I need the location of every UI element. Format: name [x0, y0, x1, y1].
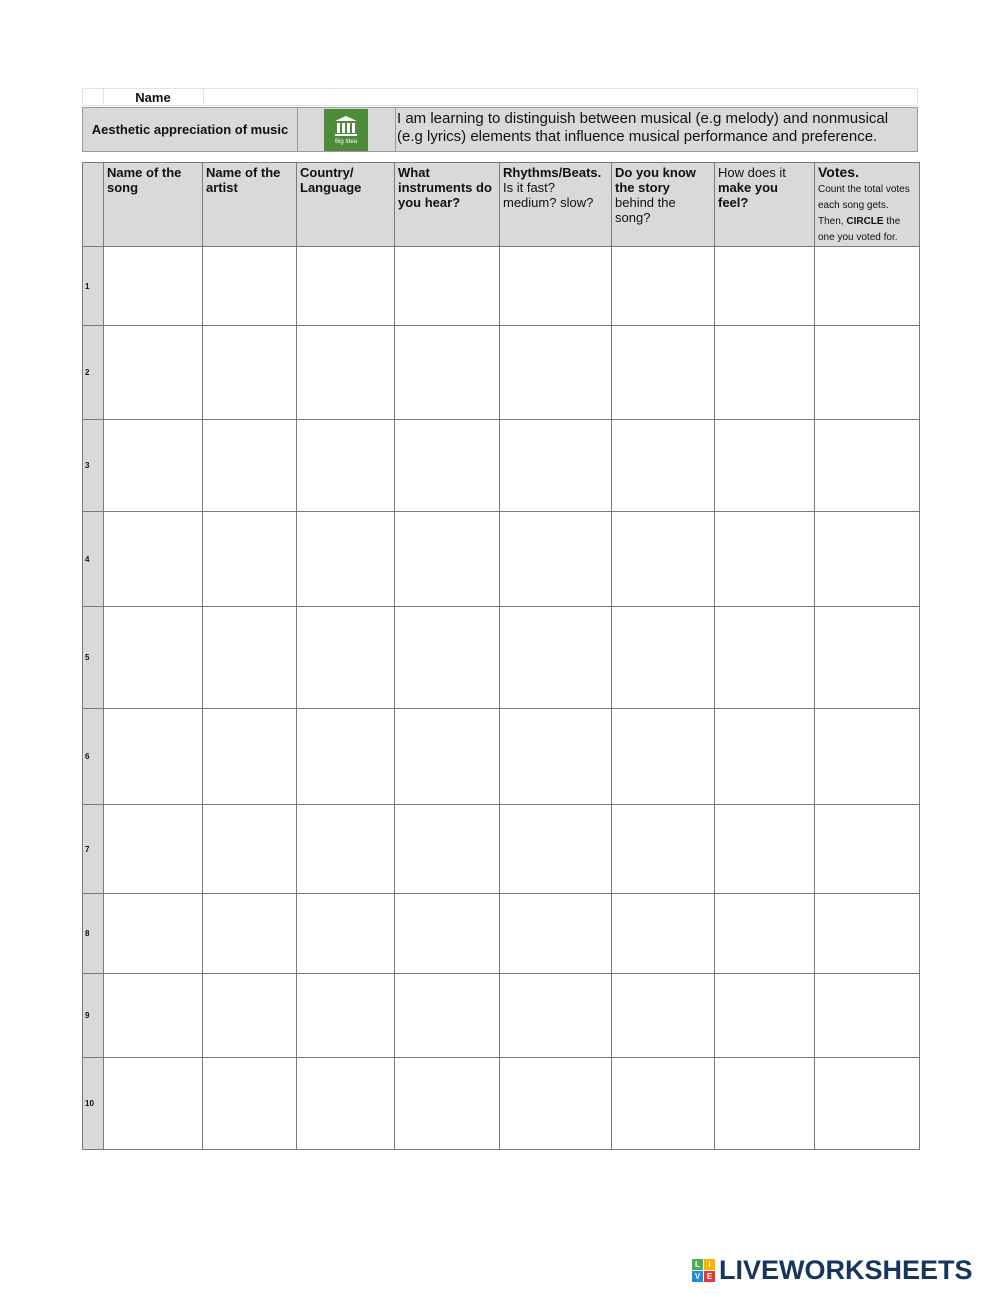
- table-row: [83, 420, 920, 512]
- row-number: 2: [83, 326, 104, 420]
- row-number: 4: [83, 512, 104, 607]
- brand-wordmark: LIVEWORKSHEETS: [719, 1254, 973, 1285]
- answer-cell[interactable]: [612, 805, 715, 894]
- answer-cell[interactable]: [104, 420, 203, 512]
- answer-cell[interactable]: [203, 247, 297, 326]
- logo-mark-icon: L I V E: [692, 1259, 715, 1282]
- header-corner: [83, 163, 104, 247]
- pillar-building-icon: [334, 115, 358, 137]
- answer-cell[interactable]: [203, 709, 297, 805]
- answer-cell[interactable]: [203, 805, 297, 894]
- answer-cell[interactable]: [715, 326, 815, 420]
- answer-cell[interactable]: [203, 974, 297, 1058]
- name-row: [82, 88, 918, 106]
- col-feel: How does it make you feel?: [715, 163, 815, 247]
- answer-cell[interactable]: [104, 805, 203, 894]
- answer-cell[interactable]: [715, 805, 815, 894]
- row-number: 1: [83, 247, 104, 326]
- big-idea-badge: [324, 109, 368, 151]
- liveworksheets-logo: [692, 1255, 992, 1285]
- answer-cell[interactable]: [500, 512, 612, 607]
- col-votes: Votes. Count the total votes each song gets. Then, CIRCLE the one you voted for.: [815, 163, 920, 247]
- answer-cell[interactable]: [297, 805, 395, 894]
- answer-cell[interactable]: [395, 894, 500, 974]
- answer-cell[interactable]: [500, 607, 612, 709]
- answer-cell[interactable]: [297, 326, 395, 420]
- col-artist-name: Name of the artist: [203, 163, 297, 247]
- badge-label: Big Idea: [334, 138, 358, 145]
- answer-cell[interactable]: [395, 607, 500, 709]
- answer-cell[interactable]: [815, 974, 920, 1058]
- answer-cell[interactable]: [395, 974, 500, 1058]
- answer-cell[interactable]: [395, 805, 500, 894]
- answer-cell[interactable]: [715, 974, 815, 1058]
- answer-cell[interactable]: [104, 247, 203, 326]
- answer-cell[interactable]: [715, 247, 815, 326]
- answer-cell[interactable]: [500, 974, 612, 1058]
- song-table: [82, 162, 920, 1150]
- answer-cell[interactable]: [715, 709, 815, 805]
- answer-cell[interactable]: [815, 607, 920, 709]
- answer-cell[interactable]: [612, 326, 715, 420]
- answer-cell[interactable]: [104, 326, 203, 420]
- row-number: 3: [83, 420, 104, 512]
- answer-cell[interactable]: [203, 420, 297, 512]
- table-row: [83, 247, 920, 326]
- answer-cell[interactable]: [815, 1058, 920, 1150]
- row-number: 5: [83, 607, 104, 709]
- answer-cell[interactable]: [612, 420, 715, 512]
- answer-cell[interactable]: [104, 894, 203, 974]
- answer-cell[interactable]: [395, 512, 500, 607]
- table-row: [83, 512, 920, 607]
- answer-cell[interactable]: [715, 1058, 815, 1150]
- answer-cell[interactable]: [500, 247, 612, 326]
- answer-cell[interactable]: [612, 894, 715, 974]
- answer-cell[interactable]: [297, 894, 395, 974]
- table-row: [83, 709, 920, 805]
- table-row: [83, 805, 920, 894]
- answer-cell[interactable]: [612, 607, 715, 709]
- answer-cell[interactable]: [104, 709, 203, 805]
- answer-cell[interactable]: [395, 326, 500, 420]
- answer-cell[interactable]: [612, 247, 715, 326]
- answer-cell[interactable]: [104, 1058, 203, 1150]
- answer-cell[interactable]: [500, 1058, 612, 1150]
- answer-cell[interactable]: [612, 974, 715, 1058]
- answer-cell[interactable]: [395, 709, 500, 805]
- answer-cell[interactable]: [815, 709, 920, 805]
- answer-cell[interactable]: [297, 1058, 395, 1150]
- table-row: [83, 894, 920, 974]
- answer-cell[interactable]: [104, 512, 203, 607]
- answer-cell[interactable]: [500, 326, 612, 420]
- answer-cell[interactable]: [203, 607, 297, 709]
- answer-cell[interactable]: [500, 420, 612, 512]
- answer-cell[interactable]: [297, 709, 395, 805]
- table-row: [83, 326, 920, 420]
- answer-cell[interactable]: [715, 894, 815, 974]
- answer-cell[interactable]: [715, 420, 815, 512]
- answer-cell[interactable]: [500, 805, 612, 894]
- answer-cell[interactable]: [297, 974, 395, 1058]
- answer-cell[interactable]: [500, 709, 612, 805]
- big-idea-cell: [297, 108, 396, 151]
- learning-goal: I am learning to distinguish between musical (e.g melody) and nonmusical (e.g lyrics) elements that influence musical performance and preference.: [397, 110, 889, 145]
- row-number: 7: [83, 805, 104, 894]
- answer-cell[interactable]: [297, 247, 395, 326]
- answer-cell[interactable]: [612, 512, 715, 607]
- table-row: [83, 974, 920, 1058]
- answer-cell[interactable]: [203, 894, 297, 974]
- answer-cell[interactable]: [500, 894, 612, 974]
- col-country-language: Country/ Language: [297, 163, 395, 247]
- answer-cell[interactable]: [395, 247, 500, 326]
- answer-cell[interactable]: [395, 1058, 500, 1150]
- table-row: [83, 607, 920, 709]
- col-rhythms: Rhythms/Beats. Is it fast? medium? slow?: [500, 163, 612, 247]
- answer-cell[interactable]: [297, 512, 395, 607]
- answer-cell[interactable]: [203, 512, 297, 607]
- col-story: Do you know the story behind the song?: [612, 163, 715, 247]
- name-label: Name: [103, 89, 204, 105]
- row-number: 6: [83, 709, 104, 805]
- answer-cell[interactable]: [815, 326, 920, 420]
- answer-cell[interactable]: [815, 512, 920, 607]
- answer-cell[interactable]: [203, 326, 297, 420]
- row-number: 10: [83, 1058, 104, 1150]
- answer-cell[interactable]: [715, 512, 815, 607]
- row-number: 9: [83, 974, 104, 1058]
- answer-cell[interactable]: [815, 805, 920, 894]
- col-instruments: What instruments do you hear?: [395, 163, 500, 247]
- answer-cell[interactable]: [815, 420, 920, 512]
- table-row: [83, 1058, 920, 1150]
- answer-cell[interactable]: [395, 420, 500, 512]
- topic-title: Aesthetic appreciation of music: [83, 108, 298, 151]
- name-row-spacer: [83, 89, 104, 105]
- answer-cell[interactable]: [297, 607, 395, 709]
- answer-cell[interactable]: [612, 709, 715, 805]
- answer-cell[interactable]: [815, 894, 920, 974]
- answer-cell[interactable]: [715, 607, 815, 709]
- row-number: 8: [83, 894, 104, 974]
- header-row: [83, 163, 920, 247]
- answer-cell[interactable]: [297, 420, 395, 512]
- answer-cell[interactable]: [612, 1058, 715, 1150]
- answer-cell[interactable]: [203, 1058, 297, 1150]
- col-song-name: Name of the song: [104, 163, 203, 247]
- answer-cell[interactable]: [104, 607, 203, 709]
- big-idea-row: [82, 107, 918, 152]
- answer-cell[interactable]: [815, 247, 920, 326]
- answer-cell[interactable]: [104, 974, 203, 1058]
